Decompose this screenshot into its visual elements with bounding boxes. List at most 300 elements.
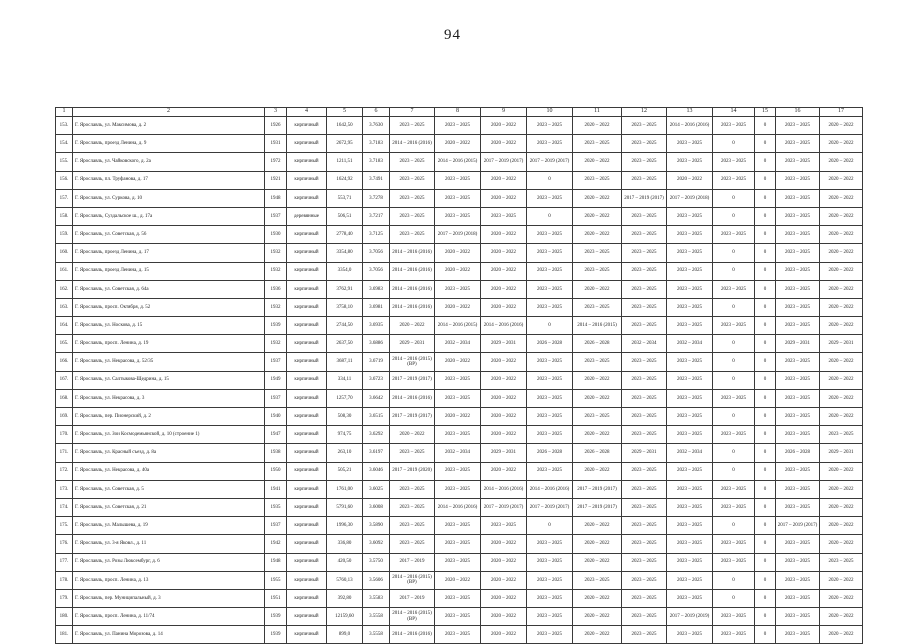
table-cell: 2023 – 2025 [481, 517, 527, 535]
column-number-cell: 3 [265, 108, 287, 117]
table-cell: кирпичный [287, 389, 327, 407]
address-cell: Г. Ярославль, ул. Салтыкова-Щедрина, д. 15 [73, 371, 265, 389]
table-cell: 2023 – 2025 [622, 389, 667, 407]
column-number-cell: 9 [481, 108, 527, 117]
table-cell: 2023 – 2025 [390, 517, 435, 535]
table-cell: 3687,11 [327, 353, 363, 371]
table-cell: 2023 – 2025 [435, 426, 481, 444]
table-cell: 2023 – 2025 [390, 207, 435, 225]
table-cell: 169. [56, 408, 73, 426]
table-cell: 2020 – 2022 [481, 626, 527, 644]
table-cell: кирпичный [287, 335, 327, 353]
table-cell: 2023 – 2025 [667, 408, 713, 426]
table-cell: 2023 – 2025 [776, 626, 820, 644]
address-cell: Г. Ярославль, ул. Советская, д. 64а [73, 280, 265, 298]
table-cell: 0 [755, 389, 776, 407]
table-cell: 1937 [265, 389, 287, 407]
table-row [56, 608, 863, 626]
table-cell: 2014 – 2016 (2016) [390, 135, 435, 153]
table-cell: 2023 – 2025 [667, 244, 713, 262]
table-cell: 2020 – 2022 [820, 517, 863, 535]
table-cell: 2017 – 2019 (2017) [481, 498, 527, 516]
table-cell: 2023 – 2025 [390, 444, 435, 462]
table-cell: 2023 – 2025 [622, 226, 667, 244]
table-cell: 2023 – 2025 [527, 244, 573, 262]
table-cell: 3.5583 [363, 589, 390, 607]
table-cell: 2020 – 2022 [481, 244, 527, 262]
table-cell: 3.7491 [363, 171, 390, 189]
table-row [56, 571, 863, 589]
table-cell: 2023 – 2025 [527, 462, 573, 480]
table-cell: 2023 – 2025 [713, 389, 755, 407]
address-cell: Г. Ярославль, проезд Ленина, д. 17 [73, 244, 265, 262]
table-row [56, 153, 863, 171]
table-cell: 3.5890 [363, 517, 390, 535]
table-cell: 166. [56, 353, 73, 371]
table-cell: 2023 – 2025 [527, 608, 573, 626]
table-cell: кирпичный [287, 444, 327, 462]
table-cell: 2023 – 2025 [527, 189, 573, 207]
table-cell: 3.6515 [363, 408, 390, 426]
table-cell: 2023 – 2025 [527, 589, 573, 607]
table-cell: 2020 – 2022 [820, 571, 863, 589]
table-cell: 3.6983 [363, 280, 390, 298]
table-cell: 2023 – 2025 [527, 408, 573, 426]
table-cell: 2023 – 2025 [573, 298, 622, 316]
table-cell: 2017 – 2019 (2017) [573, 480, 622, 498]
table-cell: 0 [755, 626, 776, 644]
table-cell: 2637,50 [327, 335, 363, 353]
column-number-cell: 12 [622, 108, 667, 117]
table-cell: 2023 – 2025 [713, 280, 755, 298]
table-cell: 2023 – 2025 [527, 117, 573, 135]
table-cell: 0 [755, 480, 776, 498]
table-cell: 1624,92 [327, 171, 363, 189]
table-cell: 1938 [265, 444, 287, 462]
table-cell: 2023 – 2025 [713, 171, 755, 189]
table-cell: 3.6886 [363, 335, 390, 353]
table-cell: 2023 – 2025 [622, 608, 667, 626]
table-cell: 0 [713, 135, 755, 153]
table-cell: 0 [755, 371, 776, 389]
table-cell: 336,80 [327, 535, 363, 553]
table-cell: 2020 – 2022 [481, 298, 527, 316]
table-cell: 0 [713, 444, 755, 462]
table-cell: 2017 – 2019 [390, 553, 435, 571]
table-cell: 3.6046 [363, 462, 390, 480]
table-cell: 2023 – 2025 [527, 371, 573, 389]
address-cell: Г. Ярославль, Суздальское ш., д. 17а [73, 207, 265, 225]
table-cell: 1939 [265, 317, 287, 335]
table-cell: 2020 – 2022 [481, 189, 527, 207]
table-row [56, 226, 863, 244]
table-cell: 2023 – 2025 [776, 426, 820, 444]
table-row [56, 262, 863, 280]
table-cell: 2017 – 2019 (2017) [390, 371, 435, 389]
table-cell: 179. [56, 589, 73, 607]
table-cell: 0 [755, 571, 776, 589]
table-cell: 2023 – 2025 [527, 280, 573, 298]
table-cell: 3762,91 [327, 280, 363, 298]
address-cell: Г. Ярославль, пл. Труфанова, д. 17 [73, 171, 265, 189]
table-row [56, 189, 863, 207]
table-cell: кирпичный [287, 317, 327, 335]
table-cell: кирпичный [287, 462, 327, 480]
page-number: 94 [444, 27, 461, 43]
table-cell: 2023 – 2025 [573, 408, 622, 426]
table-cell: 2023 – 2025 [667, 226, 713, 244]
table-cell: 2020 – 2022 [435, 353, 481, 371]
table-cell: 1937 [265, 517, 287, 535]
table-cell: 0 [713, 371, 755, 389]
table-cell: 2023 – 2025 [527, 226, 573, 244]
column-number-cell: 4 [287, 108, 327, 117]
table-cell: 2023 – 2025 [776, 226, 820, 244]
table-cell: 2020 – 2022 [481, 389, 527, 407]
table-cell: 2023 – 2025 [622, 298, 667, 316]
table-cell: 334,11 [327, 371, 363, 389]
table-cell: 1930 [265, 226, 287, 244]
table-cell: 2020 – 2022 [820, 171, 863, 189]
address-cell: Г. Ярославль, ул. Максимова, д. 2 [73, 117, 265, 135]
table-cell: 0 [755, 462, 776, 480]
table-cell: 2020 – 2022 [667, 171, 713, 189]
table-cell: 2020 – 2022 [573, 589, 622, 607]
table-cell: 2032 – 2034 [622, 335, 667, 353]
table-cell: кирпичный [287, 189, 327, 207]
table-cell: 175. [56, 517, 73, 535]
table-cell: 3.6723 [363, 371, 390, 389]
table-cell: кирпичный [287, 589, 327, 607]
table-cell: 157. [56, 189, 73, 207]
table-cell: 3.7183 [363, 135, 390, 153]
table-cell: 1932 [265, 335, 287, 353]
table-cell: 162. [56, 280, 73, 298]
table-cell: 2020 – 2022 [481, 280, 527, 298]
table-cell: 2023 – 2025 [435, 117, 481, 135]
table-cell: 0 [527, 207, 573, 225]
table-cell: 2020 – 2022 [573, 153, 622, 171]
address-cell: Г. Ярославль, ул. Советская, д. 5 [73, 480, 265, 498]
table-cell: 161. [56, 262, 73, 280]
table-cell: 2023 – 2025 [713, 480, 755, 498]
column-number-cell: 16 [776, 108, 820, 117]
address-cell: Г. Ярославль, ул. Суркова, д. 10 [73, 189, 265, 207]
table-cell: кирпичный [287, 371, 327, 389]
address-cell: Г. Ярославль, ул. 3-я Яковл., д. 11 [73, 535, 265, 553]
address-cell: Г. Ярославль, ул. Красный съезд, д. 8а [73, 444, 265, 462]
table-cell: 506,51 [327, 207, 363, 225]
table-cell: 1972 [265, 153, 287, 171]
table-cell: 1932 [265, 244, 287, 262]
table-cell: 2023 – 2025 [713, 498, 755, 516]
table-cell: 0 [755, 444, 776, 462]
table-cell: 2020 – 2022 [820, 626, 863, 644]
table-cell: 2014 – 2016 (2016) [481, 317, 527, 335]
table-cell: 0 [755, 317, 776, 335]
table-cell: 0 [713, 244, 755, 262]
table-cell: 2014 – 2016 (2015) [573, 317, 622, 335]
table-cell: 3.6292 [363, 426, 390, 444]
table-cell: 2029 – 2031 [481, 444, 527, 462]
table-cell: 2023 – 2025 [713, 317, 755, 335]
table-cell: 2020 – 2022 [481, 535, 527, 553]
table-cell: 2023 – 2025 [527, 389, 573, 407]
table-cell: 2023 – 2025 [667, 389, 713, 407]
table-cell: 1941 [265, 480, 287, 498]
table-cell: 2029 – 2031 [820, 444, 863, 462]
table-cell: 3354,0 [327, 262, 363, 280]
table-cell: 3.5606 [363, 571, 390, 589]
table-cell: 2023 – 2025 [776, 571, 820, 589]
table-cell: 2020 – 2022 [435, 571, 481, 589]
address-cell: Г. Ярославль, ул. Советская, д. 21 [73, 498, 265, 516]
table-cell: 2023 – 2025 [776, 480, 820, 498]
table-cell: 2023 – 2025 [622, 353, 667, 371]
table-cell: 2023 – 2025 [435, 589, 481, 607]
table-cell: 2023 – 2025 [622, 535, 667, 553]
table-row [56, 335, 863, 353]
table-cell: кирпичный [287, 535, 327, 553]
table-cell: 172. [56, 462, 73, 480]
table-cell: 2020 – 2022 [573, 626, 622, 644]
table-cell: 2023 – 2025 [776, 244, 820, 262]
table-cell: 0 [755, 298, 776, 316]
table-cell: 2023 – 2025 [573, 571, 622, 589]
table-cell: 2029 – 2031 [481, 335, 527, 353]
table-cell: 2017 – 2019 (2017) [481, 153, 527, 171]
table-cell: 2023 – 2025 [435, 535, 481, 553]
column-number-row [56, 108, 863, 117]
table-cell: 2023 – 2025 [527, 553, 573, 571]
table-row [56, 135, 863, 153]
table-cell: 3.7183 [363, 153, 390, 171]
table-cell: 173. [56, 480, 73, 498]
table-cell: 0 [713, 298, 755, 316]
table-cell: 2023 – 2025 [527, 535, 573, 553]
table-cell: 1257,70 [327, 389, 363, 407]
table-cell: 5760,13 [327, 571, 363, 589]
table-cell: 1921 [265, 171, 287, 189]
table-cell: 1948 [265, 189, 287, 207]
table-cell: 0 [713, 571, 755, 589]
table-row [56, 317, 863, 335]
table-cell: 2023 – 2025 [776, 589, 820, 607]
table-cell: 0 [755, 135, 776, 153]
table-cell: 2023 – 2025 [776, 207, 820, 225]
table-cell: кирпичный [287, 498, 327, 516]
table-cell: 2029 – 2031 [776, 335, 820, 353]
table-cell: 2023 – 2025 [622, 517, 667, 535]
table-cell: 2023 – 2025 [667, 426, 713, 444]
table-cell: 2017 – 2019 (2017) [527, 498, 573, 516]
table-cell: 2023 – 2025 [622, 426, 667, 444]
table-cell: 2020 – 2022 [390, 426, 435, 444]
table-cell: 2020 – 2022 [573, 280, 622, 298]
table-cell: 0 [527, 317, 573, 335]
table-cell: 974,75 [327, 426, 363, 444]
table-cell: 2020 – 2022 [820, 389, 863, 407]
table-cell: 1940 [265, 408, 287, 426]
table-cell: 0 [713, 189, 755, 207]
table-cell: 2014 – 2016 (2015) (ВР) [390, 608, 435, 626]
table-cell: 2017 – 2019 (2018) [435, 226, 481, 244]
table-cell: 160. [56, 244, 73, 262]
table-cell: 2020 – 2022 [573, 207, 622, 225]
table-cell: 2020 – 2022 [573, 226, 622, 244]
table-cell: 2023 – 2025 [481, 207, 527, 225]
table-cell: 553,71 [327, 189, 363, 207]
table-cell: 1932 [265, 262, 287, 280]
table-cell: 3354,80 [327, 244, 363, 262]
table-cell: 2020 – 2022 [820, 498, 863, 516]
table-cell: 2023 – 2025 [667, 371, 713, 389]
table-cell: 505,21 [327, 462, 363, 480]
table-cell: 2020 – 2022 [573, 426, 622, 444]
table-cell: 2020 – 2022 [820, 153, 863, 171]
table-cell: 2023 – 2025 [435, 553, 481, 571]
table-cell: 0 [713, 207, 755, 225]
table-cell: 2023 – 2025 [622, 135, 667, 153]
table-cell: 156. [56, 171, 73, 189]
table-cell: 0 [755, 280, 776, 298]
table-cell: 2014 – 2016 (2016) [390, 244, 435, 262]
table-cell: 2023 – 2025 [713, 117, 755, 135]
address-cell: Г. Ярославль, просп. Ленина, д. 13 [73, 571, 265, 589]
table-cell: 2017 – 2019 (2017) [390, 408, 435, 426]
table-cell: 2023 – 2025 [527, 262, 573, 280]
table-cell: 2023 – 2025 [667, 280, 713, 298]
table-cell: 0 [755, 207, 776, 225]
table-cell: 163. [56, 298, 73, 316]
table-cell: 2023 – 2025 [622, 244, 667, 262]
table-cell: 174. [56, 498, 73, 516]
table-cell: кирпичный [287, 480, 327, 498]
table-cell: 3.6025 [363, 480, 390, 498]
table-cell: 2023 – 2025 [667, 153, 713, 171]
table-cell: кирпичный [287, 117, 327, 135]
table-cell: 2014 – 2016 (2016) [390, 280, 435, 298]
table-cell: 170. [56, 426, 73, 444]
table-cell: кирпичный [287, 171, 327, 189]
table-cell: 12159,60 [327, 608, 363, 626]
table-cell: 2023 – 2025 [622, 371, 667, 389]
table-cell: 2023 – 2025 [667, 553, 713, 571]
table-cell: 3.6642 [363, 389, 390, 407]
table-cell: 3.7278 [363, 189, 390, 207]
table-cell: кирпичный [287, 626, 327, 644]
table-cell: 2023 – 2025 [667, 589, 713, 607]
address-cell: Г. Ярославль, ул. Чайковского, д. 2а [73, 153, 265, 171]
table-cell: 2014 – 2016 (2015) (ВР) [390, 353, 435, 371]
table-cell: 2778,40 [327, 226, 363, 244]
address-cell: Г. Ярославль, ул. Панина Морозова, д. 14 [73, 626, 265, 644]
table-cell: 1948 [265, 553, 287, 571]
table-cell: 0 [755, 517, 776, 535]
table-cell: 2020 – 2022 [820, 207, 863, 225]
table-cell: 176. [56, 535, 73, 553]
table-row [56, 371, 863, 389]
table-row [56, 480, 863, 498]
table-cell: кирпичный [287, 608, 327, 626]
table-cell: 1935 [265, 498, 287, 516]
table-cell: 2020 – 2022 [820, 117, 863, 135]
table-cell: 3.5558 [363, 608, 390, 626]
table-cell: 2017 – 2019 (2017) [776, 517, 820, 535]
address-cell: Г. Ярославль, ул. Зои Космодемьянской, д. 10 (строение 1) [73, 426, 265, 444]
table-cell: 2020 – 2022 [573, 371, 622, 389]
table-cell: 0 [713, 517, 755, 535]
table-cell: 2020 – 2022 [573, 517, 622, 535]
table-cell: 2023 – 2025 [667, 535, 713, 553]
table-cell: 2023 – 2025 [622, 553, 667, 571]
table-row [56, 535, 863, 553]
column-number-cell: 10 [527, 108, 573, 117]
table-cell: 2023 – 2025 [435, 371, 481, 389]
table-cell: 2023 – 2025 [622, 498, 667, 516]
table-cell: 420,50 [327, 553, 363, 571]
table-cell: 0 [713, 462, 755, 480]
table-cell: 2023 – 2025 [713, 226, 755, 244]
table-cell: 263,10 [327, 444, 363, 462]
table-cell: 2020 – 2022 [481, 426, 527, 444]
table-cell: 2023 – 2025 [573, 171, 622, 189]
table-cell: 2023 – 2025 [667, 353, 713, 371]
table-cell: 2023 – 2025 [667, 298, 713, 316]
table-cell: 2023 – 2025 [713, 553, 755, 571]
table-cell: 3.5750 [363, 553, 390, 571]
table-cell: 2020 – 2022 [820, 353, 863, 371]
table-cell: 2032 – 2034 [435, 444, 481, 462]
table-cell: 153. [56, 117, 73, 135]
address-cell: Г. Ярославль, проезд Ленина, д. 15 [73, 262, 265, 280]
table-cell: 2014 – 2016 (2016) [481, 480, 527, 498]
table-cell: 2023 – 2025 [776, 262, 820, 280]
table-cell: 1996,30 [327, 517, 363, 535]
table-cell: 2014 – 2016 (2015) (ВР) [390, 571, 435, 589]
table-cell: 2020 – 2022 [481, 408, 527, 426]
table-cell: 2023 – 2025 [390, 498, 435, 516]
table-cell: 2020 – 2022 [820, 462, 863, 480]
table-cell: 2020 – 2022 [435, 244, 481, 262]
table-cell: кирпичный [287, 426, 327, 444]
address-cell: Г. Ярославль, пер. Пионерский, д. 2 [73, 408, 265, 426]
table-row [56, 408, 863, 426]
table-cell: 2020 – 2022 [820, 262, 863, 280]
table-cell: 154. [56, 135, 73, 153]
table-cell: 0 [755, 226, 776, 244]
table-cell: 2023 – 2025 [390, 171, 435, 189]
table-cell: 2023 – 2025 [527, 626, 573, 644]
address-cell: Г. Ярославль, ул. Советская, д. 56 [73, 226, 265, 244]
table-cell: 3.7056 [363, 262, 390, 280]
table-cell: 2023 – 2025 [390, 189, 435, 207]
table-cell: 2023 – 2025 [390, 480, 435, 498]
table-cell: 2020 – 2022 [820, 135, 863, 153]
table-cell: 2026 – 2028 [527, 335, 573, 353]
column-number-cell: 11 [573, 108, 622, 117]
table-cell: 2020 – 2022 [820, 226, 863, 244]
address-cell: Г. Ярославль, ул. Малышева, д. 19 [73, 517, 265, 535]
table-cell: 2023 – 2025 [435, 462, 481, 480]
column-number-cell: 1 [56, 108, 73, 117]
table-cell: 2023 – 2025 [667, 517, 713, 535]
table-cell: 2029 – 2031 [622, 444, 667, 462]
table-cell: 2023 – 2025 [776, 317, 820, 335]
table-row [56, 462, 863, 480]
table-cell: 2029 – 2031 [390, 335, 435, 353]
column-number-cell: 2 [73, 108, 265, 117]
